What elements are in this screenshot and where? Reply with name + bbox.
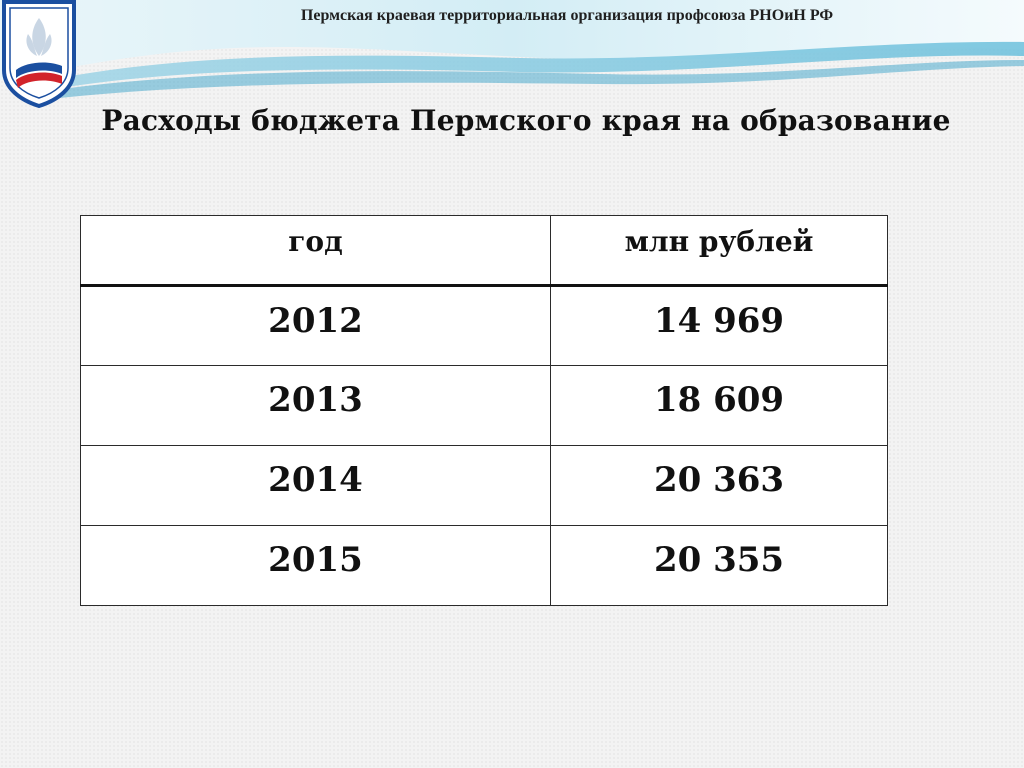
budget-table: [80, 215, 888, 606]
table-row: [81, 446, 888, 526]
table-row: [81, 526, 888, 606]
table-header-row: [81, 216, 888, 286]
table-row: [81, 286, 888, 366]
year-cell: 2012: [81, 286, 551, 366]
amount-cell: 14 969: [551, 286, 888, 366]
column-header-year: год: [81, 216, 551, 286]
year-cell: 2015: [81, 526, 551, 606]
organization-title: Пермская краевая территориальная организация профсоюза РНОиН РФ: [300, 7, 834, 24]
amount-cell: 18 609: [551, 366, 888, 446]
year-cell: 2014: [81, 446, 551, 526]
table-row: [81, 366, 888, 446]
slide-title: Расходы бюджета Пермского края на образование: [101, 104, 951, 137]
amount-cell: 20 363: [551, 446, 888, 526]
column-header-amount: млн рублей: [551, 216, 888, 286]
year-cell: 2013: [81, 366, 551, 446]
amount-cell: 20 355: [551, 526, 888, 606]
